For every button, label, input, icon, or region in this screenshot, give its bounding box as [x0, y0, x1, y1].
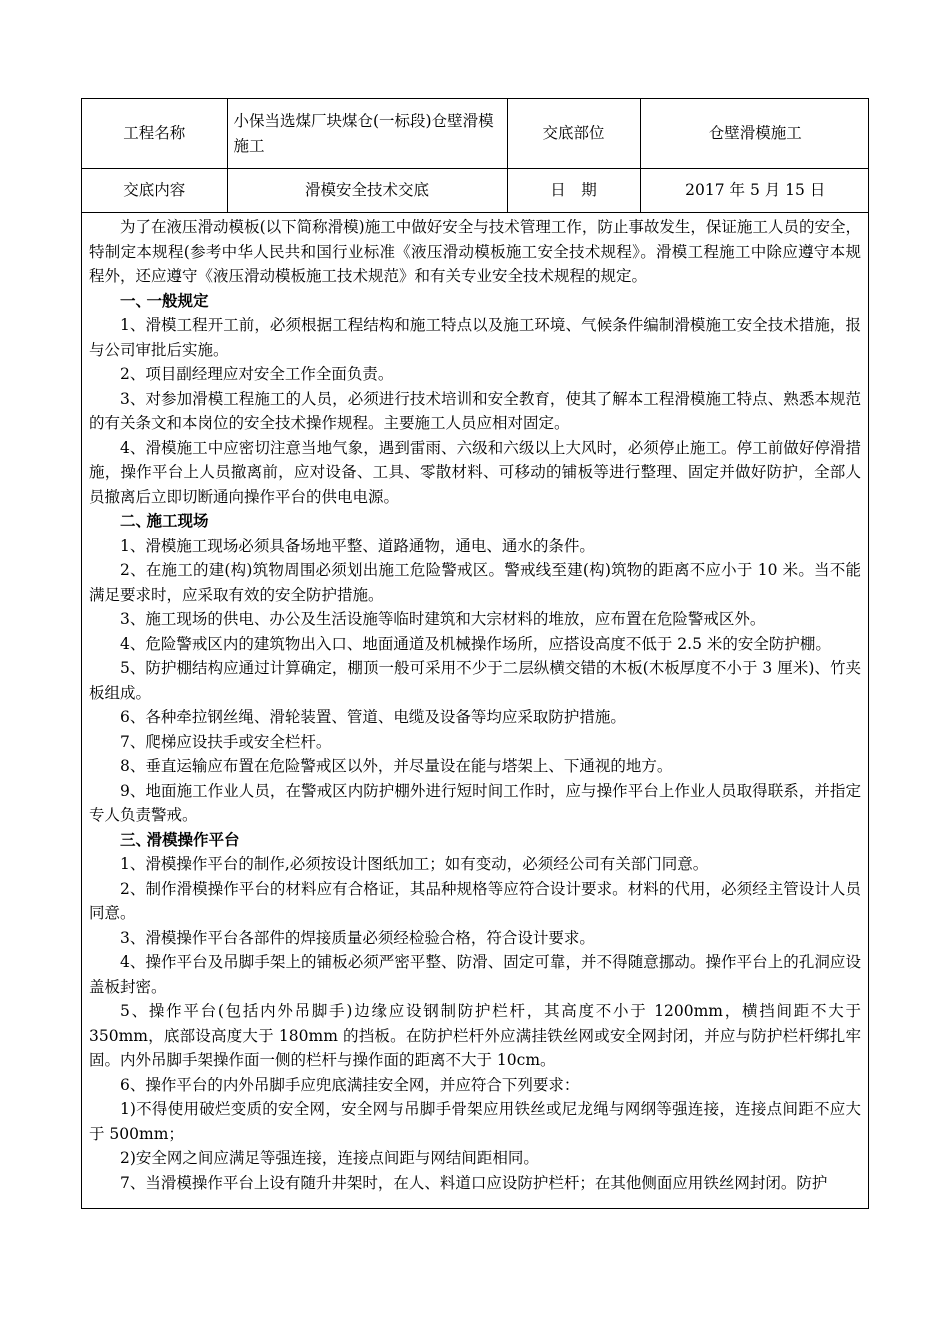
list-item: 7、爬梯应设扶手或安全栏杆。	[120, 732, 332, 751]
section-number: 一、	[120, 290, 152, 310]
list-item: 1、滑模施工现场必须具备场地平整、道路通物，通电、通水的条件。	[120, 536, 595, 555]
list-item: 3、对参加滑模工程施工的人员，必须进行技术培训和安全教育，使其了解本工程滑模施工特点、熟悉本规范的有关条文和本岗位的安全技术操作规程。主要施工人员应相对固定。	[89, 389, 861, 432]
list-item: 2、项目副经理应对安全工作全面负责。	[120, 365, 394, 383]
project-name-label: 工程名称	[82, 99, 227, 169]
list-item: 4、操作平台及吊脚手架上的铺板必须严密平整、防滑、固定可靠，并不得随意挪动。操作平台上的孔洞应设盖板封密。	[89, 953, 861, 996]
document-body	[82, 213, 868, 1195]
section-heading-site	[89, 509, 861, 534]
header-table	[82, 99, 869, 213]
content-value: 滑模安全技术交底	[227, 169, 507, 213]
list-item: 2、在施工的建(构)筑物周围必须划出施工危险警戒区。警戒线至建(构)筑物的距离不应小于 10 米。当不能满足要求时，应采取有效的安全防护措施。	[89, 561, 861, 604]
location-value: 仓壁滑模施工	[640, 99, 869, 169]
disclosure-document	[81, 98, 869, 1209]
section-title: 施工现场	[146, 511, 209, 530]
list-item: 6、各种牵拉钢丝绳、滑轮装置、管道、电缆及设备等均应采取防护措施。	[120, 708, 626, 726]
list-item: 4、危险警戒区内的建筑物出入口、地面通道及机械操作场所，应搭设高度不低于 2.5 米的安全防护棚。	[120, 634, 831, 653]
section-heading-general	[89, 289, 861, 314]
list-item: 1、滑模工程开工前，必须根据工程结构和施工特点以及施工环境、气候条件编制滑模施工安全技术措施，报与公司审批后实施。	[89, 316, 861, 359]
section-title: 一般规定	[146, 290, 209, 310]
list-item: 2)安全网之间应满足等强连接，连接点间距与网结间距相同。	[120, 1149, 539, 1167]
list-item: 3、滑模操作平台各部件的焊接质量必须经检验合格，符合设计要求。	[120, 928, 595, 947]
date-label: 日 期	[507, 169, 640, 213]
list-item: 2、制作滑模操作平台的材料应有合格证，其品种规格等应符合设计要求。材料的代用，必须经主管设计人员同意。	[89, 879, 861, 922]
list-item: 8、垂直运输应布置在危险警戒区以外，并尽量设在能与塔架上、下通视的地方。	[120, 757, 673, 775]
intro-paragraph: 为了在液压滑动模板(以下简称滑模)施工中做好安全与技术管理工作，防止事故发生，保证施工人员的安全，特制定本规程(参考中华人民共和国行业标准《液压滑动模板施工安全技术规程》。滑模工程施工中除应遵守本规程外，还应遵守《液压滑动模板施工技术规范》和有关专业安全技术规程的规定。	[89, 218, 861, 285]
list-item: 4、滑模施工中应密切注意当地气象，遇到雷雨、六级和六级以上大风时，必须停止施工。停工前做好停滑措施，操作平台上人员撤离前，应对设备、工具、零散材料、可移动的铺板等进行整理、固定并做好防护，全部人员撤离后立即切断通向操作平台的供电电源。	[89, 438, 861, 506]
list-item: 6、操作平台的内外吊脚手应兜底满挂安全网，并应符合下列要求：	[120, 1075, 580, 1094]
list-item: 1)不得使用破烂变质的安全网，安全网与吊脚手骨架应用铁丝或尼龙绳与网纲等强连接，连接点间距不应大于 500mm；	[89, 1100, 861, 1143]
list-item: 7、当滑模操作平台上设有随升井架时，在人、料道口应设防护栏杆；在其他侧面应用铁丝网封闭。防护	[120, 1173, 828, 1192]
section-number: 二、	[120, 511, 152, 530]
list-item: 5、防护棚结构应通过计算确定，棚顶一般可采用不少于二层纵横交错的木板(木板厚度不小于 3 厘米)、竹夹板组成。	[89, 659, 861, 702]
list-item: 1、滑模操作平台的制作,必须按设计图纸加工；如有变动，必须经公司有关部门同意。	[120, 855, 709, 873]
project-name-value: 小保当选煤厂块煤仓(一标段)仓壁滑模施工	[227, 99, 507, 169]
section-heading-platform	[89, 828, 861, 853]
location-label: 交底部位	[507, 99, 640, 169]
content-label: 交底内容	[82, 169, 227, 213]
list-item: 5、操作平台(包括内外吊脚手)边缘应设钢制防护栏杆，其高度不小于 1200mm，横挡间距不大于 350mm，底部设高度大于 180mm 的挡板。在防护栏杆外应满挂铁丝网或安全网封闭，并应与防护栏杆绑扎牢固。内外吊脚手架操作面一侧的栏杆与操作面的距离不大于 10cm。	[89, 1002, 861, 1069]
list-item: 3、施工现场的供电、办公及生活设施等临时建筑和大宗材料的堆放，应布置在危险警戒区外。	[120, 610, 766, 628]
list-item: 9、地面施工作业人员，在警戒区内防护棚外进行短时间工作时，应与操作平台上作业人员取得联系，并指定专人负责警戒。	[89, 781, 861, 824]
section-title: 滑模操作平台	[146, 829, 240, 849]
section-number: 三、	[120, 829, 152, 849]
date-value: 2017 年 5 月 15 日	[640, 169, 869, 213]
